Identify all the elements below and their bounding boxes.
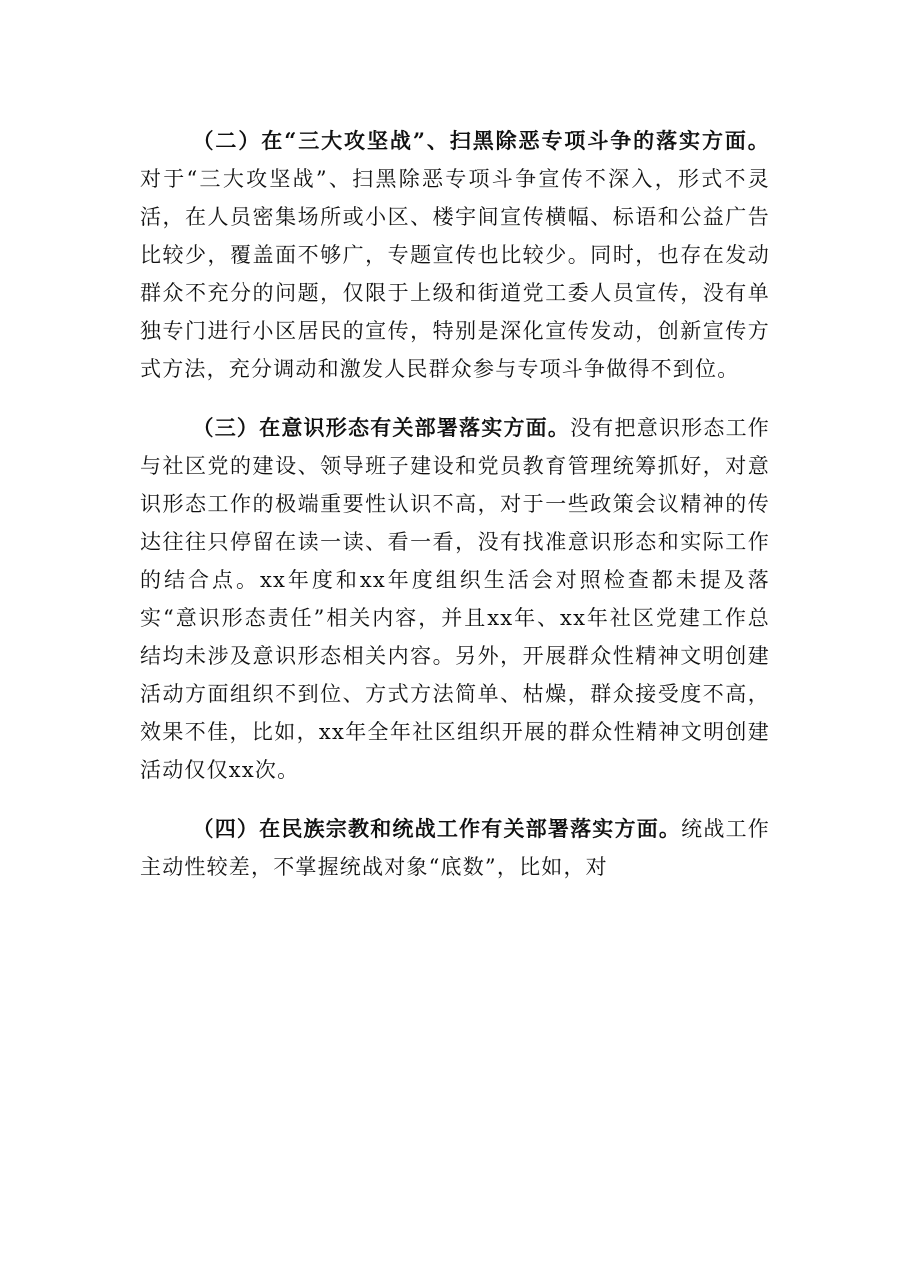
paragraph-heading: （三）在意识形态有关部署落实方面。 [192, 415, 571, 440]
paragraph-body: 统战工作主动性较差，不掌握统战对象“底数”，比如，对 [140, 817, 770, 879]
document-page [140, 122, 770, 907]
paragraph-heading: （二）在“三大攻坚战”、扫黑除恶专项斗争的落实方面。 [192, 128, 770, 153]
paragraph-heading: （四）在民族宗教和统战工作有关部署落实方面。 [192, 816, 682, 841]
paragraph-2 [140, 122, 770, 388]
paragraph-3 [140, 409, 770, 789]
paragraph-4 [140, 810, 770, 886]
paragraph-body: 对于“三大攻坚战”、扫黑除恶专项斗争宣传不深入，形式不灵活，在人员密集场所或小区、楼宇间宣传横幅、标语和公益广告比较少，覆盖面不够广，专题宣传也比较少。同时，也存在发动群众不充分的问题，仅限于上级和街道党工委人员宣传，没有单独专门进行小区居民的宣传，特别是深化宣传发动，创新宣传方式方法，充分调动和激发人民群众参与专项斗争做得不到位。 [140, 167, 770, 381]
paragraph-body: 没有把意识形态工作与社区党的建设、领导班子建设和党员教育管理统筹抓好，对意识形态工作的极端重要性认识不高，对于一些政策会议精神的传达往往只停留在读一读、看一看，没有找准意识形态和实际工作的结合点。xx年度和xx年度组织生活会对照检查都未提及落实“意识形态责任”相关内容，并且xx年、xx年社区党建工作总结均未涉及意识形态相关内容。另外，开展群众性精神文明创建活动方面组织不到位、方式方法简单、枯燥，群众接受度不高，效果不佳，比如，xx年全年社区组织开展的群众性精神文明创建活动仅仅xx次。 [140, 416, 770, 782]
